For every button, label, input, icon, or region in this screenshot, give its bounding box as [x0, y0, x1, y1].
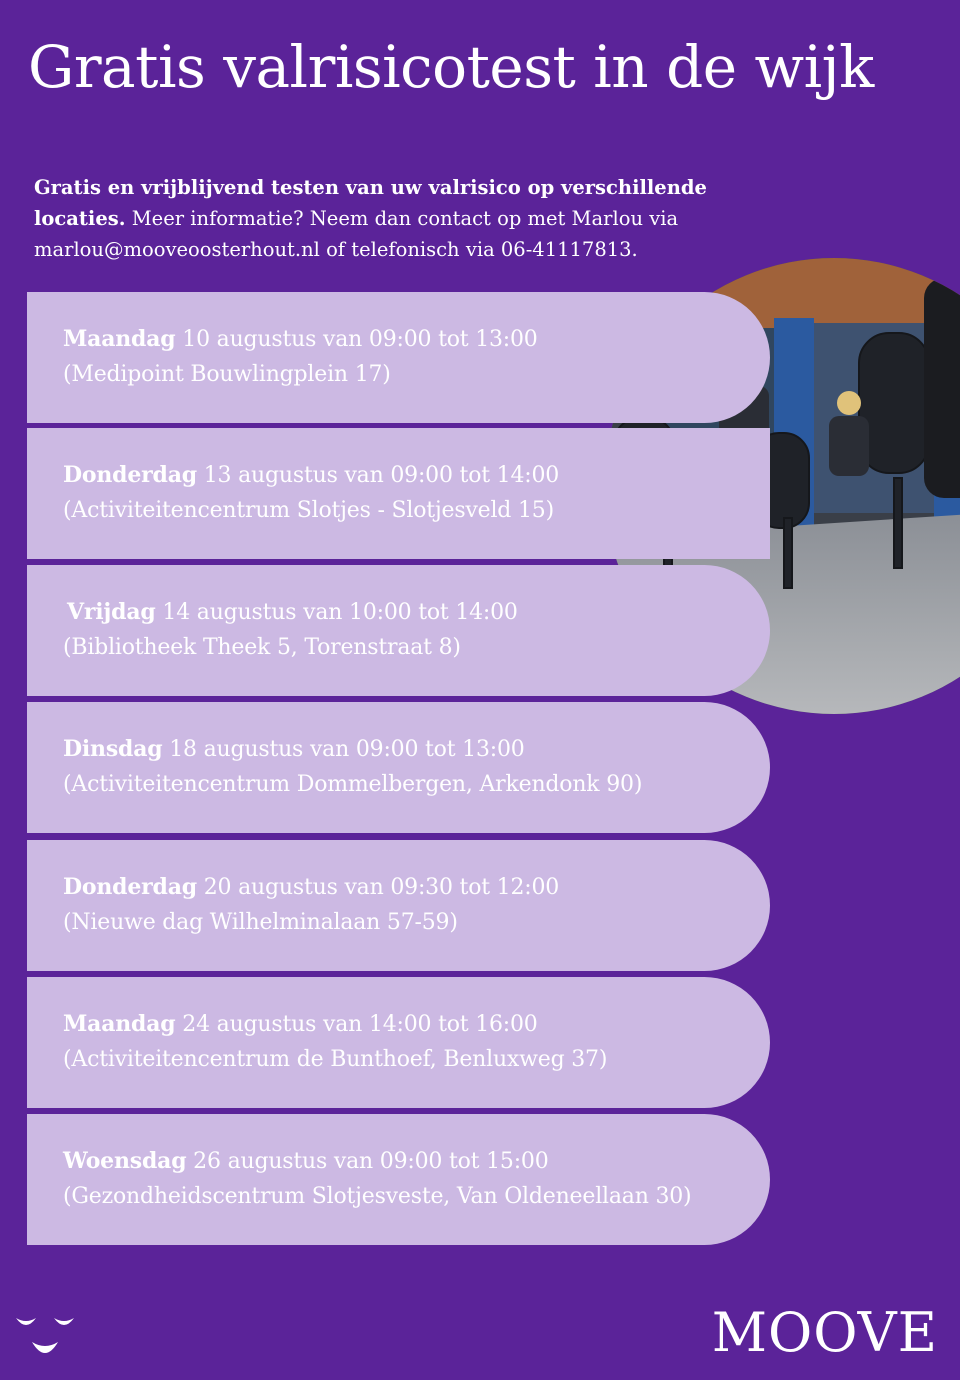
session-item	[27, 977, 770, 1108]
session-date-line	[63, 322, 770, 357]
session-location: (Nieuwe dag Wilhelminalaan 57-59)	[63, 910, 458, 935]
session-day: Dinsdag	[63, 736, 163, 762]
session-day: Maandag	[63, 1011, 176, 1037]
session-item	[27, 565, 770, 696]
session-time: 14 augustus van 10:00 tot 14:00	[155, 600, 518, 625]
session-time: 24 augustus van 14:00 tot 16:00	[175, 1012, 538, 1037]
session-item	[27, 292, 770, 423]
intro-bold: Gratis en vrijblijvend testen van uw valrisico op verschillende locaties.	[34, 176, 707, 230]
session-time: 13 augustus van 09:00 tot 14:00	[196, 463, 560, 488]
session-item	[27, 840, 770, 971]
intro-contact: Meer informatie? Neem dan contact op met Marlou via marlou@mooveoosterhout.nl of telefonisch via 06-41117813.	[34, 207, 679, 261]
session-location: (Bibliotheek Theek 5, Torenstraat 8)	[63, 635, 461, 660]
brand-logo: MOOVE	[711, 1301, 938, 1364]
session-location: (Activiteitencentrum Slotjes - Slotjesveld 15)	[63, 498, 554, 523]
session-item	[27, 1114, 770, 1245]
session-date-line	[67, 595, 770, 630]
session-location: (Activiteitencentrum de Bunthoef, Benluxweg 37)	[63, 1047, 608, 1072]
session-date-line	[63, 870, 770, 905]
session-item	[27, 702, 770, 833]
session-day: Vrijdag	[67, 599, 156, 625]
session-time: 26 augustus van 09:00 tot 15:00	[186, 1149, 549, 1174]
session-date-line	[63, 1144, 770, 1179]
session-day: Donderdag	[63, 462, 197, 488]
session-location: (Activiteitencentrum Dommelbergen, Arkendonk 90)	[63, 772, 643, 797]
session-item	[27, 428, 770, 559]
session-time: 10 augustus van 09:00 tot 13:00	[175, 327, 538, 352]
session-day: Donderdag	[63, 874, 197, 900]
session-location: (Medipoint Bouwlingplein 17)	[63, 362, 391, 387]
session-time: 20 augustus van 09:30 tot 12:00	[196, 875, 560, 900]
session-day: Maandag	[63, 326, 176, 352]
session-day: Woensdag	[63, 1148, 187, 1174]
moove-smile-logo-icon	[14, 1312, 78, 1364]
session-date-line	[63, 458, 770, 493]
page-title: Gratis valrisicotest in de wijk	[28, 33, 874, 101]
intro-text	[34, 172, 794, 265]
session-time: 18 augustus van 09:00 tot 13:00	[162, 737, 525, 762]
session-date-line	[63, 732, 770, 767]
session-date-line	[63, 1007, 770, 1042]
session-location: (Gezondheidscentrum Slotjesveste, Van Oldeneellaan 30)	[63, 1184, 692, 1209]
